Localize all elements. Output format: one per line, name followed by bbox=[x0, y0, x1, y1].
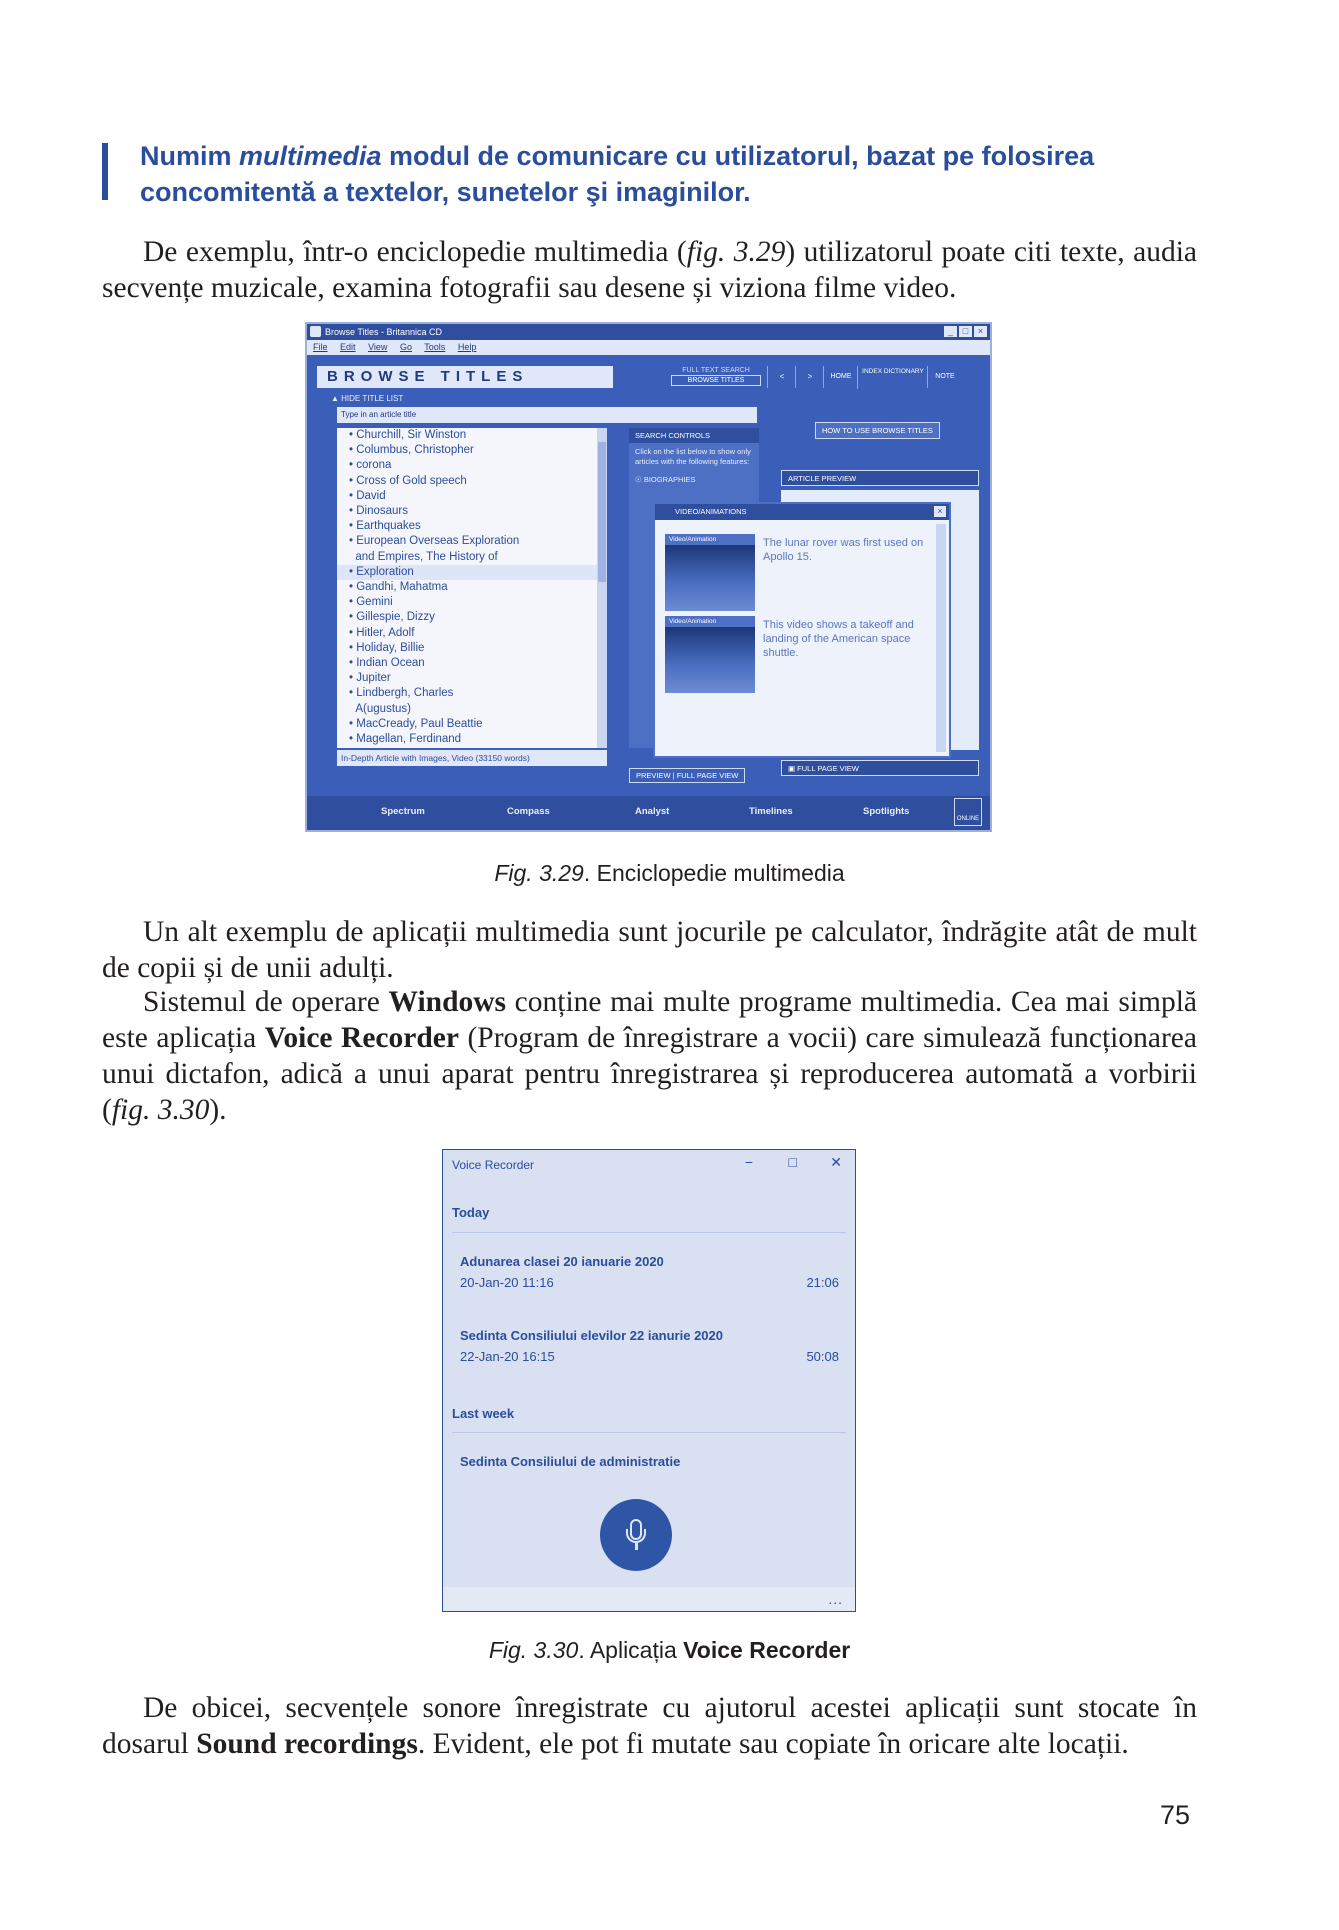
close-icon[interactable]: × bbox=[934, 506, 946, 517]
voice-recorder-title: Voice Recorder bbox=[452, 1158, 535, 1172]
close-icon[interactable]: × bbox=[974, 326, 987, 337]
list-item[interactable]: • Churchill, Sir Winston bbox=[349, 429, 467, 441]
caption-fig-3-29: Fig. 3.29. Enciclopedie multimedia bbox=[494, 860, 845, 886]
recording-1-duration: 21:06 bbox=[806, 1275, 839, 1290]
note-button[interactable]: NOTE bbox=[927, 366, 962, 388]
list-scroll-thumb[interactable] bbox=[598, 442, 606, 582]
recording-2-date: 22-Jan-20 16:15 bbox=[460, 1349, 555, 1364]
video-caption-lunar: The lunar rover was first used on Apollo 15. bbox=[763, 537, 924, 563]
list-item[interactable]: • Hitler, Adolf bbox=[349, 626, 415, 639]
video-window-titlebar: VIDEO/ANIMATIONS × bbox=[655, 504, 949, 520]
video-scrollbar[interactable] bbox=[936, 524, 946, 752]
home-button[interactable]: HOME bbox=[823, 366, 858, 388]
article-title-input[interactable]: Type in an article title bbox=[337, 407, 757, 423]
minimize-icon[interactable]: _ bbox=[944, 326, 957, 337]
list-item[interactable]: A(ugustus) bbox=[355, 702, 411, 715]
list-item[interactable]: • MacCready, Paul Beattie bbox=[349, 717, 483, 730]
list-item[interactable]: • Gillespie, Dizzy bbox=[349, 611, 435, 624]
list-item[interactable]: • Indian Ocean bbox=[349, 657, 425, 670]
online-button[interactable]: ONLINE bbox=[954, 798, 982, 826]
list-item[interactable]: • Columbus, Christopher bbox=[349, 444, 474, 457]
recording-2-duration: 50:08 bbox=[806, 1349, 839, 1364]
menu-edit[interactable]: Edit bbox=[340, 342, 356, 352]
forward-button[interactable]: > bbox=[795, 366, 824, 388]
tab-timelines[interactable]: Timelines bbox=[749, 806, 793, 817]
biographies-filter[interactable]: ☉ BIOGRAPHIES bbox=[635, 475, 696, 484]
list-item[interactable]: • Magellan, Ferdinand bbox=[349, 733, 462, 746]
paragraph-2: Un alt exemplu de aplicații multimedia sunt jocurile pe calculator, îndrăgite atât de mult de copii și de unii adulți. bbox=[102, 916, 1197, 984]
list-item[interactable]: and Empires, The History of bbox=[355, 550, 498, 563]
caption-fig-3-30: Fig. 3.30. Aplicația Voice Recorder bbox=[488, 1637, 851, 1663]
video-item-shuttle[interactable]: Video/Animation bbox=[665, 616, 755, 693]
lunar-rover-thumbnail bbox=[665, 545, 755, 611]
paragraph-1: De exemplu, într-o enciclopedie multimedia (fig. 3.29) utilizatorul poate citi texte, audia secvențe muzicale, examina fotografii sau desene și viziona filme video. bbox=[102, 236, 1197, 304]
tab-spotlights[interactable]: Spotlights bbox=[863, 806, 910, 817]
video-caption-shuttle: This video shows a takeoff and landing of the American space shuttle. bbox=[763, 619, 914, 659]
record-button[interactable] bbox=[600, 1499, 672, 1571]
recording-2-name[interactable]: Sedinta Consiliului elevilor 22 ianurie 2020 bbox=[460, 1328, 723, 1343]
list-item[interactable]: • Lindbergh, Charles bbox=[349, 687, 454, 700]
article-preview-header: ARTICLE PREVIEW bbox=[781, 470, 979, 486]
list-item-selected[interactable]: • Exploration bbox=[337, 565, 607, 580]
list-status: In-Depth Article with Images, Video (33150 words) bbox=[337, 750, 607, 766]
minimize-icon[interactable]: − bbox=[744, 1154, 753, 1170]
search-controls-panel: SEARCH CONTROLS Click on the list below to show only articles with the following features: ☉ BIOGRAPHIES bbox=[629, 428, 759, 748]
voice-recorder-figure bbox=[442, 1149, 856, 1612]
page-number: 75 bbox=[1160, 1800, 1191, 1830]
list-item[interactable]: • David bbox=[349, 489, 386, 502]
more-options-icon[interactable]: ... bbox=[828, 1591, 843, 1607]
menu-file[interactable]: File bbox=[313, 342, 328, 352]
list-item[interactable]: • Cross of Gold speech bbox=[349, 474, 467, 487]
britannica-titlebar: Browse Titles - Britannica CD _ □ × bbox=[307, 324, 990, 340]
britannica-app-icon bbox=[310, 326, 321, 337]
tab-analyst[interactable]: Analyst bbox=[635, 806, 670, 817]
voice-recorder-footer bbox=[443, 1587, 855, 1611]
definition-bar bbox=[102, 143, 108, 200]
list-item[interactable]: • Holiday, Billie bbox=[349, 641, 425, 654]
section-last-week: Last week bbox=[452, 1406, 515, 1421]
how-to-use-button[interactable]: HOW TO USE BROWSE TITLES bbox=[815, 422, 940, 439]
recording-3-name[interactable]: Sedinta Consiliului de administratie bbox=[460, 1454, 681, 1469]
paragraph-4: De obicei, secvențele sonore înregistrate cu ajutorul acestei aplicații sunt stocate în dosarul Sound recordings. Evident, ele pot fi mutate sau copiate în oricare alte locații. bbox=[102, 1692, 1197, 1760]
full-text-search-toggle[interactable]: FULL TEXT SEARCH BROWSE TITLES bbox=[671, 366, 761, 386]
list-item[interactable]: • Earthquakes bbox=[349, 520, 421, 533]
space-shuttle-thumbnail bbox=[665, 627, 755, 693]
maximize-icon[interactable]: □ bbox=[788, 1154, 797, 1170]
browse-titles-header: BROWSE TITLES bbox=[317, 366, 613, 388]
preview-buttons[interactable]: PREVIEW | FULL PAGE VIEW bbox=[629, 768, 745, 783]
titles-list[interactable] bbox=[337, 428, 607, 748]
menu-help[interactable]: Help bbox=[457, 342, 477, 352]
full-page-view-button[interactable]: ▣ FULL PAGE VIEW bbox=[781, 760, 979, 776]
list-item[interactable]: • Jupiter bbox=[349, 672, 391, 685]
list-item[interactable]: • Gandhi, Mahatma bbox=[349, 581, 448, 594]
menu-tools[interactable]: Tools bbox=[424, 342, 446, 352]
paragraph-3: Sistemul de operare Windows conține mai multe programe multimedia. Cea mai simplă este aplicația Voice Recorder (Program de înregistrare a vocii) care simulează funcționarea unui dictafon, adică a unui aparat pentru înregistrarea și reproducerea automată a vorbirii (fig. 3.30). bbox=[102, 986, 1197, 1126]
divider bbox=[452, 1232, 846, 1233]
close-icon[interactable]: ✕ bbox=[830, 1154, 842, 1170]
definition-text: Numim multimedia modul de comunicare cu utilizatorul, bazat pe folosirea concomitentă a textelor, sunetelor şi imaginilor. bbox=[140, 141, 1095, 207]
video-item-lunar[interactable]: Video/Animation bbox=[665, 534, 755, 611]
bottom-tabs bbox=[307, 796, 990, 830]
tab-compass[interactable]: Compass bbox=[507, 806, 550, 817]
maximize-icon[interactable]: □ bbox=[959, 326, 972, 337]
britannica-figure bbox=[305, 322, 992, 832]
list-item[interactable]: • European Overseas Exploration bbox=[349, 535, 520, 548]
list-item[interactable]: • Dinosaurs bbox=[349, 505, 409, 518]
section-today: Today bbox=[452, 1205, 490, 1220]
recording-1-name[interactable]: Adunarea clasei 20 ianuarie 2020 bbox=[460, 1254, 664, 1269]
tab-spectrum[interactable]: Spectrum bbox=[381, 806, 425, 817]
recording-1-date: 20-Jan-20 11:16 bbox=[460, 1275, 554, 1290]
menu-view[interactable]: View bbox=[368, 342, 388, 352]
index-dictionary-button[interactable]: INDEX DICTIONARY bbox=[857, 366, 928, 389]
menu-go[interactable]: Go bbox=[399, 342, 412, 352]
divider bbox=[452, 1432, 846, 1433]
video-animations-window bbox=[653, 502, 951, 758]
hide-title-list[interactable]: ▲ HIDE TITLE LIST bbox=[331, 394, 404, 403]
back-button[interactable]: < bbox=[767, 366, 796, 388]
list-item[interactable]: • Gemini bbox=[349, 596, 393, 609]
list-item[interactable]: • corona bbox=[349, 459, 392, 472]
britannica-menubar bbox=[307, 340, 990, 355]
